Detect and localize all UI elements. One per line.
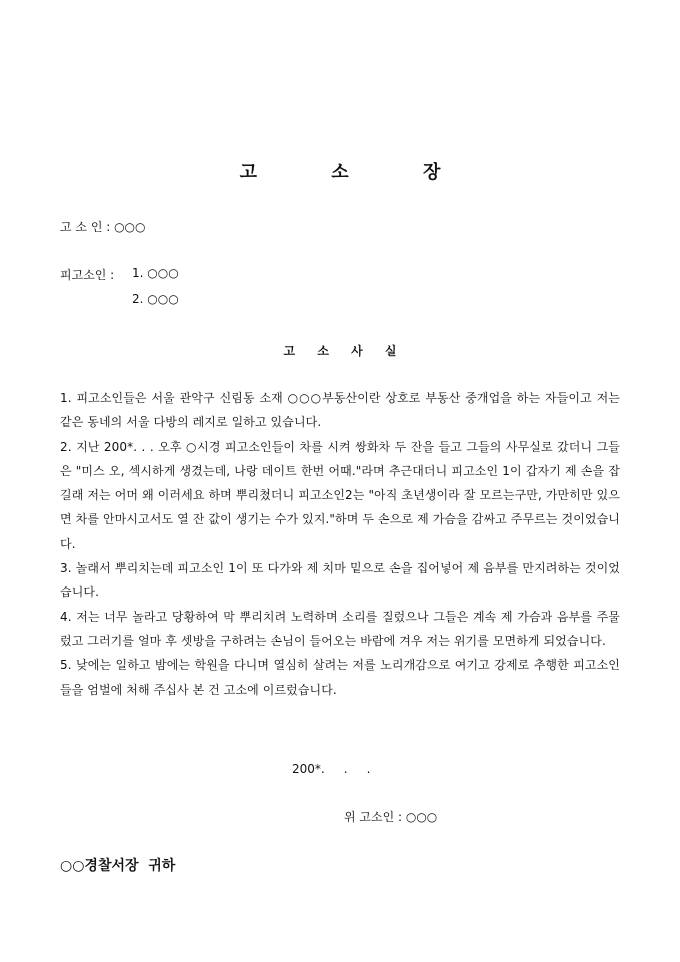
complainant-line: 고 소 인 : ○○○ (60, 220, 146, 234)
document-title: 고 소 장 (239, 162, 475, 183)
complaint-facts (60, 386, 620, 702)
fact-paragraph-4: 4. 저는 너무 놀라고 당황하여 막 뿌리치려 노력하며 소리를 질렀으나 그들은 계속 제 가슴과 음부를 주물렀고 그러기를 얼마 후 셋방을 구하려는 손님이 들어오는 바람에 겨우 저는 위기를 모면하게 되었습니다. (60, 609, 620, 648)
document-date: 200*. . . (292, 762, 371, 776)
accused-item-1: 1. ○○○ (132, 266, 179, 280)
fact-paragraph-5: 5. 낮에는 일하고 밤에는 학원을 다니며 열심히 살려는 저를 노리개감으로 여기고 강제로 추행한 피고소인들을 엄벌에 처해 주십사 본 건 고소에 이르렀습니다. (60, 658, 620, 697)
section-heading: 고 소 사 실 (283, 344, 406, 358)
fact-paragraph-2: 2. 지난 200*. . . 오후 ○시경 피고소인들이 차를 시켜 쌍화차 두 잔을 들고 그들의 사무실로 갔더니 그들은 "미스 오, 섹시하게 생겼는데, 나랑 데이트 한번 어때."라며 추근대더니 피고소인 1이 갑자기 제 손을 잡길래 저는 어머 왜 이러세요 하며 뿌리쳤더니 피고소인2는 "아직 초년생이라 잘 모르는구만, 가만히만 있으면 차를 안마시고서도 열 잔 값이 생기는 수가 있지."하며 두 손으로 제 가슴을 감싸고 주무르는 것이었습니다. (60, 439, 620, 551)
fact-paragraph-3: 3. 놀래서 뿌리치는데 피고소인 1이 또 다가와 제 치마 밑으로 손을 집어넣어 제 음부를 만지려하는 것이었습니다. (60, 561, 620, 600)
accused-item-2: 2. ○○○ (132, 292, 179, 306)
signature-line: 위 고소인 : ○○○ (344, 810, 438, 824)
addressee: ○○경찰서장 귀하 (60, 858, 176, 874)
accused-label: 피고소인 : (60, 268, 115, 282)
fact-paragraph-1: 1. 피고소인들은 서울 관악구 신림동 소재 ○○○부동산이란 상호로 부동산 중개업을 하는 자들이고 저는 같은 동네의 서울 다방의 레지로 일하고 있습니다. (60, 391, 620, 430)
